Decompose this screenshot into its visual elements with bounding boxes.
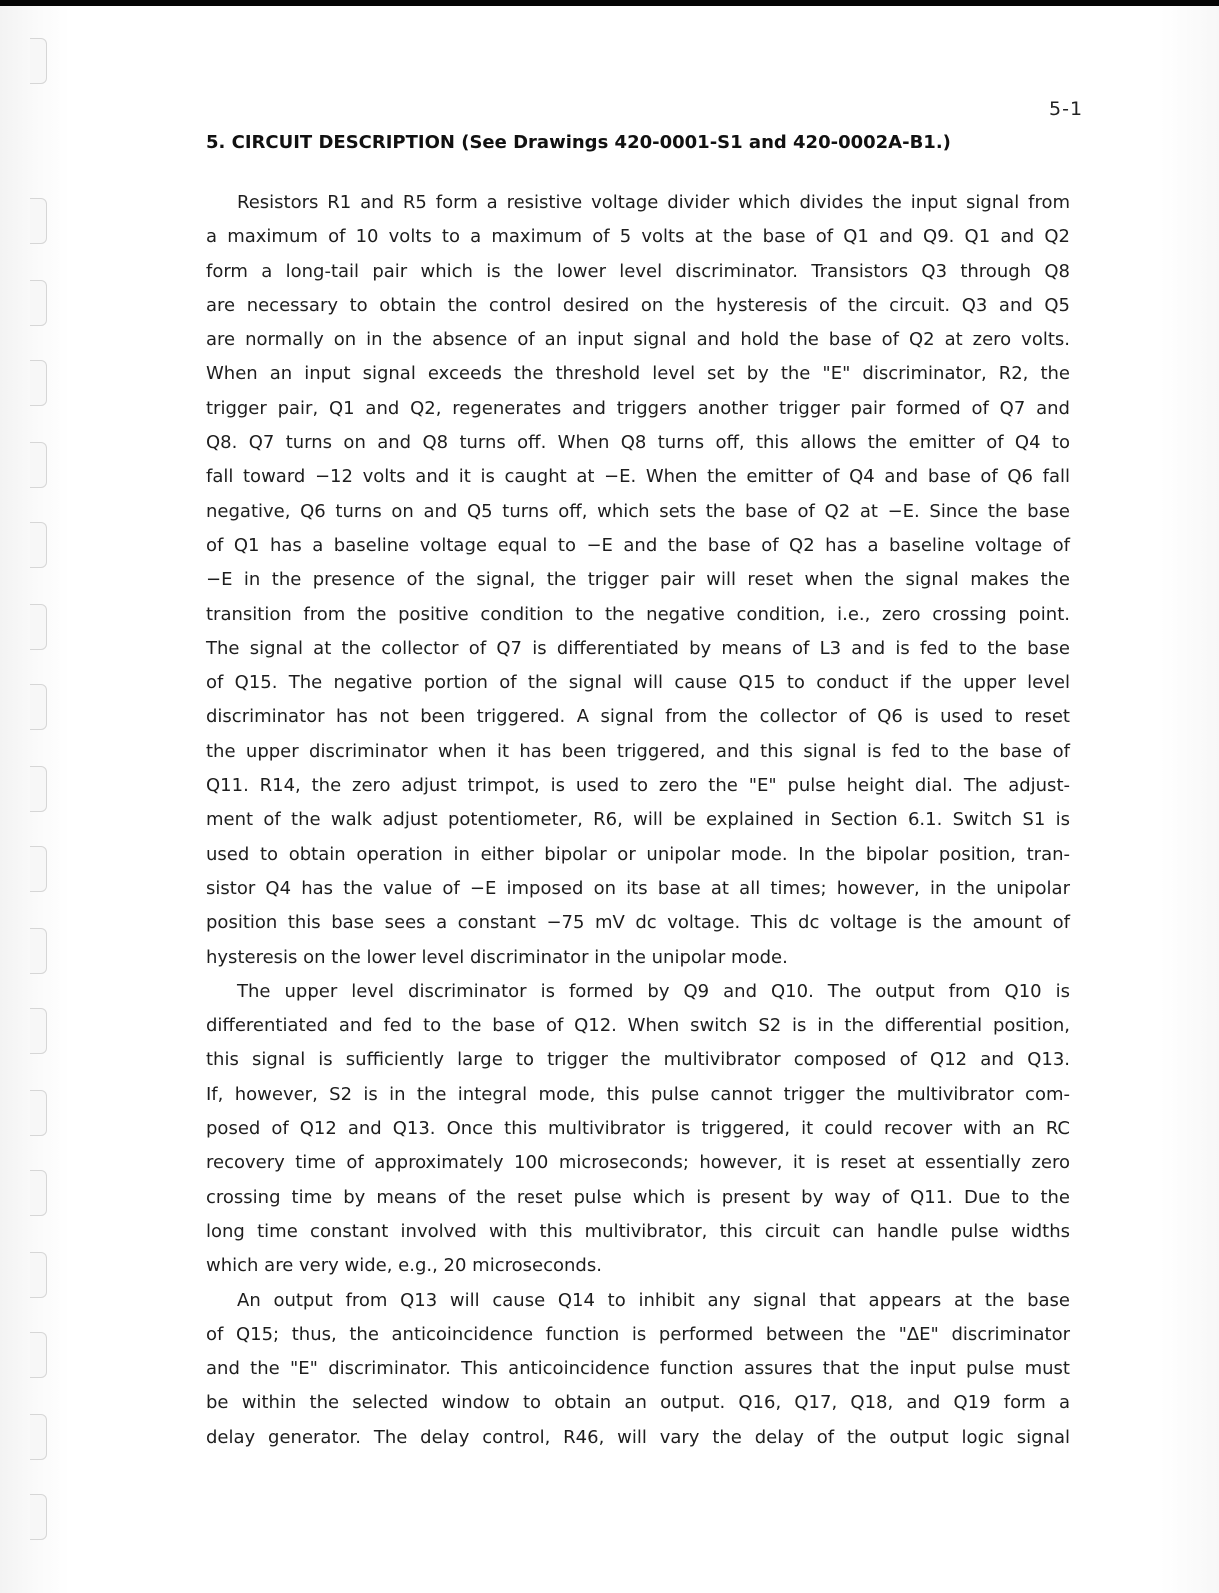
text-line: are normally on in the absence of an input signal and hold the base of Q2 at zero volts.	[206, 329, 1070, 351]
text-line: The signal at the collector of Q7 is differentiated by means of L3 and is fed to the base	[206, 637, 1070, 659]
binder-hole	[30, 1414, 47, 1460]
text-line: If, however, S2 is in the integral mode, this pulse cannot trigger the multivibrator com-	[206, 1083, 1070, 1105]
binder-hole	[30, 1494, 47, 1540]
text-line: the upper discriminator when it has been triggered, and this signal is fed to the base of	[206, 740, 1070, 762]
binder-hole	[30, 38, 47, 84]
text-line: ment of the walk adjust potentiometer, R6, will be explained in Section 6.1. Switch S1 is	[206, 809, 1070, 831]
text-line: this signal is sufficiently large to trigger the multivibrator composed of Q12 and Q13.	[206, 1049, 1070, 1071]
page-number: 5-1	[1049, 98, 1084, 120]
binder-hole	[30, 684, 47, 730]
text-line: Q8. Q7 turns on and Q8 turns off. When Q8 turns off, this allows the emitter of Q4 to	[206, 432, 1070, 454]
text-line: When an input signal exceeds the threshold level set by the "E" discriminator, R2, the	[206, 363, 1070, 385]
text-line: fall toward −12 volts and it is caught at −E. When the emitter of Q4 and base of Q6 fall	[206, 466, 1070, 488]
binder-hole	[30, 360, 47, 406]
text-line: of Q1 has a baseline voltage equal to −E and the base of Q2 has a baseline voltage of	[206, 534, 1070, 556]
binder-hole	[30, 280, 47, 326]
binder-hole	[30, 604, 47, 650]
text-line: hysteresis on the lower level discriminator in the unipolar mode.	[206, 946, 788, 968]
text-line: position this base sees a constant −75 mV dc voltage. This dc voltage is the amount of	[206, 912, 1070, 934]
binder-hole	[30, 1008, 47, 1054]
binder-hole	[30, 522, 47, 568]
text-line: An output from Q13 will cause Q14 to inhibit any signal that appears at the base	[237, 1289, 1070, 1311]
text-line: −E in the presence of the signal, the trigger pair will reset when the signal makes the	[206, 569, 1070, 591]
paragraph-1	[206, 186, 1070, 975]
text-line: of Q15. The negative portion of the signal will cause Q15 to conduct if the upper level	[206, 672, 1070, 694]
text-line: used to obtain operation in either bipolar or unipolar mode. In the bipolar position, tran-	[206, 843, 1070, 865]
text-line: trigger pair, Q1 and Q2, regenerates and triggers another trigger pair formed of Q7 and	[206, 397, 1070, 419]
body-text	[206, 186, 1070, 1455]
text-line: long time constant involved with this multivibrator, this circuit can handle pulse widths	[206, 1220, 1070, 1242]
text-line: crossing time by means of the reset pulse which is present by way of Q11. Due to the	[206, 1186, 1070, 1208]
section-heading: 5. CIRCUIT DESCRIPTION (See Drawings 420-0001-S1 and 420-0002A-B1.)	[206, 132, 951, 153]
text-line: of Q15; thus, the anticoincidence function is performed between the "ΔE" discriminator	[206, 1323, 1070, 1345]
binder-hole	[30, 1252, 47, 1298]
text-line: recovery time of approximately 100 microseconds; however, it is reset at essentially zero	[206, 1152, 1070, 1174]
text-line: discriminator has not been triggered. A signal from the collector of Q6 is used to reset	[206, 706, 1070, 728]
text-line: Q11. R14, the zero adjust trimpot, is used to zero the "E" pulse height dial. The adjust-	[206, 775, 1070, 797]
text-line: transition from the positive condition to the negative condition, i.e., zero crossing point.	[206, 603, 1070, 625]
binder-hole	[30, 766, 47, 812]
text-line: posed of Q12 and Q13. Once this multivibrator is triggered, it could recover with an RC	[206, 1118, 1070, 1140]
paragraph-3	[206, 1284, 1070, 1455]
binder-hole	[30, 928, 47, 974]
text-line: negative, Q6 turns on and Q5 turns off, which sets the base of Q2 at −E. Since the base	[206, 500, 1070, 522]
text-line: form a long-tail pair which is the lower level discriminator. Transistors Q3 through Q8	[206, 260, 1070, 282]
text-line: sistor Q4 has the value of −E imposed on its base at all times; however, in the unipolar	[206, 877, 1070, 899]
text-line: The upper level discriminator is formed by Q9 and Q10. The output from Q10 is	[237, 980, 1070, 1002]
binder-hole	[30, 198, 47, 244]
binder-hole	[30, 1170, 47, 1216]
binder-hole	[30, 1090, 47, 1136]
binder-hole	[30, 846, 47, 892]
text-line: a maximum of 10 volts to a maximum of 5 volts at the base of Q1 and Q9. Q1 and Q2	[206, 226, 1070, 248]
text-line: which are very wide, e.g., 20 microseconds.	[206, 1255, 602, 1277]
binder-hole	[30, 1332, 47, 1378]
text-line: differentiated and fed to the base of Q12. When switch S2 is in the differential position,	[206, 1015, 1070, 1037]
page-top-edge	[0, 0, 1219, 6]
text-line: be within the selected window to obtain an output. Q16, Q17, Q18, and Q19 form a	[206, 1392, 1070, 1414]
binder-hole	[30, 442, 47, 488]
text-line: and the "E" discriminator. This anticoincidence function assures that the input pulse must	[206, 1358, 1070, 1380]
text-line: delay generator. The delay control, R46, will vary the delay of the output logic signal	[206, 1426, 1070, 1448]
text-line: Resistors R1 and R5 form a resistive voltage divider which divides the input signal from	[237, 192, 1070, 213]
text-line: are necessary to obtain the control desired on the hysteresis of the circuit. Q3 and Q5	[206, 294, 1070, 316]
paragraph-2	[206, 975, 1070, 1284]
